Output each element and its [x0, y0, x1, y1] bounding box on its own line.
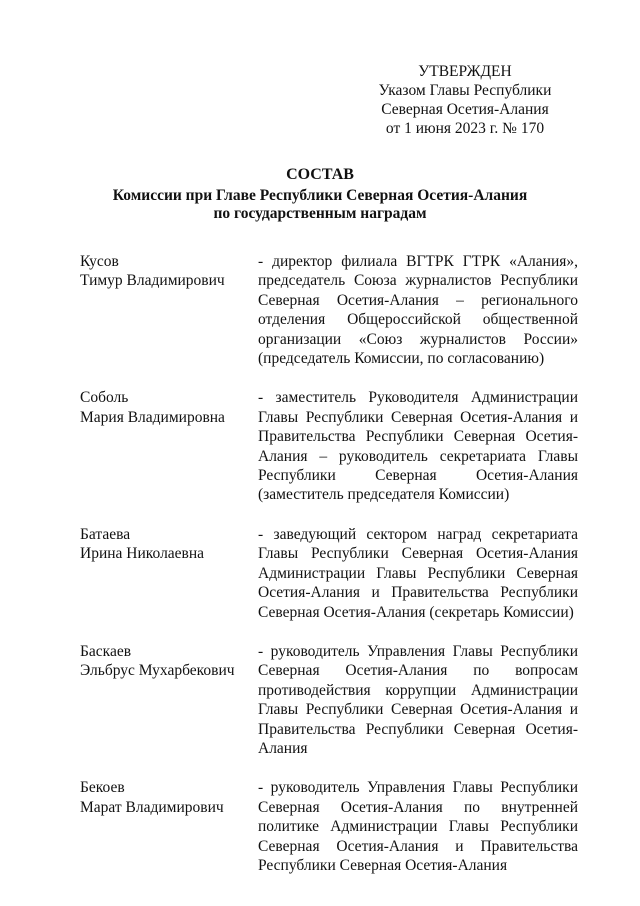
member-name — [80, 252, 258, 368]
member-entry — [80, 252, 580, 368]
member-surname: Соболь — [80, 389, 129, 407]
member-given-names: Марат Владимирович — [80, 798, 224, 816]
member-position: - директор филиала ВГТРК ГТРК «Алания», председатель Союза журналистов Республики Северная Осетия-Алания – регионального отделения Общероссийской общественной организации «Союз журналистов России» (председатель Комиссии, по согласованию) — [258, 253, 578, 368]
member-surname: Батаева — [80, 525, 131, 543]
member-name — [80, 388, 258, 504]
member-given-names: Ирина Николаевна — [80, 545, 205, 563]
member-surname: Кусов — [80, 253, 119, 270]
approval-date-number: от 1 июня 2023 г. № 170 — [385, 120, 545, 137]
members-list — [80, 252, 580, 895]
member-position: - заведующий сектором наград секретариата Главы Республики Северная Осетия-Алания Администрации Главы Республики Северная Осетия-Алания и Правительства Республики Северная Осетия-Алания (секретарь Комиссии) — [258, 525, 578, 621]
member-name — [80, 642, 258, 758]
member-entry — [80, 642, 580, 758]
title-subtitle-line1: Комиссии при Главе Республики Северная Осетия-Алания — [112, 187, 528, 204]
member-given-names: Тимур Владимирович — [80, 272, 225, 290]
member-given-names: Эльбрус Мухарбекович — [80, 662, 235, 680]
member-entry — [80, 525, 580, 622]
member-name — [80, 778, 258, 875]
member-surname: Баскаев — [80, 642, 132, 660]
member-entry — [80, 778, 580, 875]
member-position: - руководитель Управления Главы Республики Северная Осетия-Алания по вопросам противодействия коррупции Администрации Главы Республики Северная Осетия-Алания и Правительства Республики Северная Осетия-Алания — [258, 642, 578, 757]
member-entry — [80, 388, 580, 504]
approval-republic: Северная Осетия-Алания — [381, 101, 549, 118]
document-title — [0, 166, 640, 223]
member-position: - руководитель Управления Главы Республики Северная Осетия-Алания по внутренней политике Администрации Главы Республики Северная Осетия-Алания и Правительства Республики Северная Осетия-Алания — [258, 779, 578, 874]
title-heading: СОСТАВ — [286, 166, 354, 183]
member-name — [80, 525, 258, 622]
member-given-names: Мария Владимировна — [80, 408, 225, 426]
title-subtitle-line2: по государственным наградам — [213, 205, 427, 222]
approval-decree: Указом Главы Республики — [378, 82, 552, 99]
member-surname: Бекоев — [80, 779, 125, 797]
approval-stamp — [365, 62, 565, 138]
approval-label: УТВЕРЖДЕН — [418, 63, 512, 80]
member-position: - заместитель Руководителя Администрации Главы Республики Северная Осетия-Алания и Правительства Республики Северная Осетия-Алания – руководитель секретариата Главы Республики Северная Осетия-Алания (заместитель председателя Комиссии) — [258, 389, 578, 504]
